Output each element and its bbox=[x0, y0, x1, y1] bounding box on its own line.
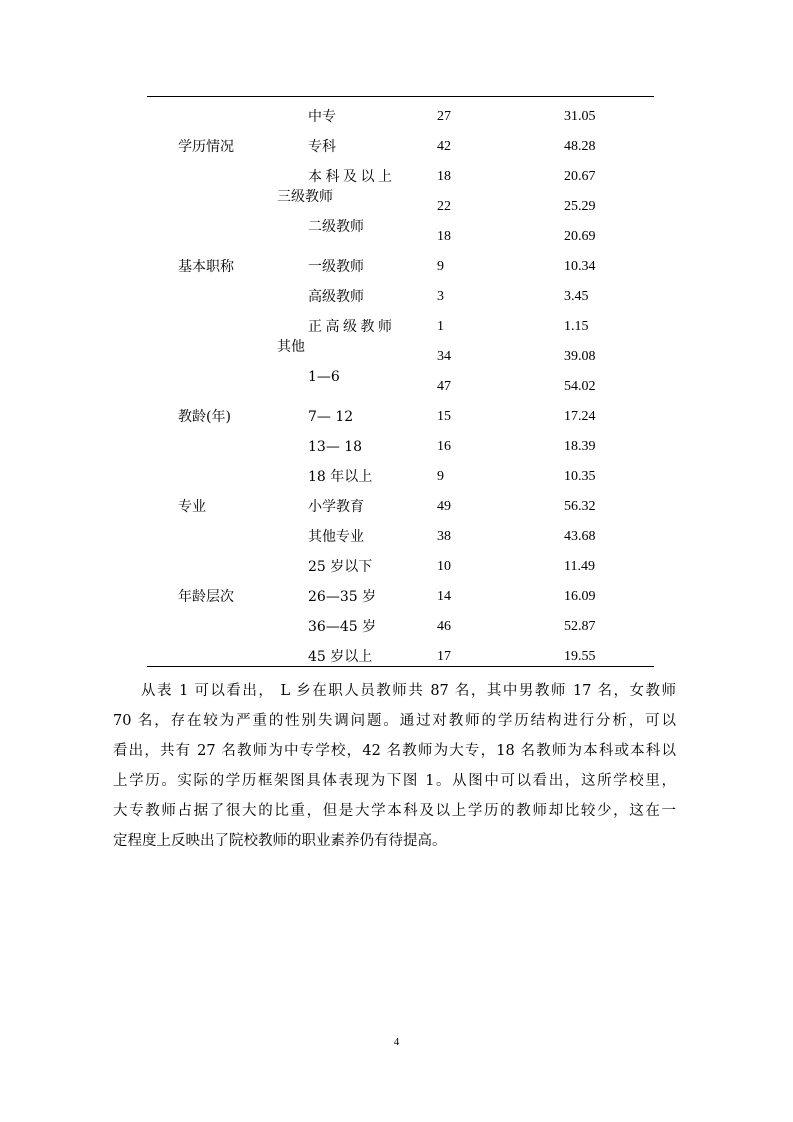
table-row-count: 34 bbox=[437, 349, 451, 364]
paragraph-line: 大专教师占据了很大的比重，但是大学本科及以上学历的教师却比较少，这在一 bbox=[113, 803, 676, 819]
table-row-sub: 一级教师 bbox=[308, 259, 364, 275]
group-label-major: 专业 bbox=[178, 499, 206, 515]
table-row-percent: 25.29 bbox=[564, 199, 596, 214]
table-row-count: 10 bbox=[437, 559, 451, 574]
table-row-sub: 36—45 岁 bbox=[308, 619, 377, 635]
table-row-percent: 39.08 bbox=[564, 349, 596, 364]
table-row-sub: 其他 bbox=[277, 339, 305, 355]
table-row-count: 14 bbox=[437, 589, 451, 604]
page-number: 4 bbox=[393, 1036, 400, 1048]
table-top-rule bbox=[147, 96, 654, 97]
table-row-percent: 31.05 bbox=[564, 109, 596, 124]
table-row-count: 47 bbox=[437, 379, 451, 394]
table-row-percent: 10.34 bbox=[564, 259, 596, 274]
table-row-percent: 52.87 bbox=[564, 619, 596, 634]
table-row-sub: 中专 bbox=[308, 109, 336, 125]
table-row-count: 38 bbox=[437, 529, 451, 544]
table-row-count: 9 bbox=[437, 469, 444, 484]
table-row-sub: 小学教育 bbox=[308, 499, 364, 515]
table-row-sub: 26—35 岁 bbox=[308, 589, 377, 605]
table-row-sub: 高级教师 bbox=[308, 289, 364, 305]
table-row-percent: 54.02 bbox=[564, 379, 596, 394]
group-label-education: 学历情况 bbox=[178, 139, 234, 155]
table-row-percent: 17.24 bbox=[564, 409, 596, 424]
paragraph-line: 从表 1 可以看出， L 乡在职人员教师共 87 名，其中男教师 17 名，女教师 bbox=[141, 683, 676, 699]
table-row-sub: 其他专业 bbox=[308, 529, 364, 545]
table-row-count: 9 bbox=[437, 259, 444, 274]
table-row-count: 15 bbox=[437, 409, 451, 424]
table-row-percent: 10.35 bbox=[564, 469, 596, 484]
table-row-sub: 13— 18 bbox=[308, 439, 363, 455]
table-bottom-rule bbox=[147, 666, 654, 667]
paragraph-line: 上学历。实际的学历框架图具体表现为下图 1。从图中可以看出，这所学校里， bbox=[113, 773, 676, 789]
table-row-sub: 45 岁以上 bbox=[308, 649, 373, 665]
table-row-count: 18 bbox=[437, 169, 451, 184]
body-paragraph bbox=[113, 676, 676, 856]
table-row-sub: 1—6 bbox=[308, 369, 340, 385]
table-row-count: 46 bbox=[437, 619, 451, 634]
table-row-count: 1 bbox=[437, 319, 444, 334]
table-row-sub: 18 年以上 bbox=[308, 469, 373, 485]
table-row-count: 22 bbox=[437, 199, 451, 214]
table-row-sub: 7— 12 bbox=[308, 409, 354, 425]
table-row-percent: 1.15 bbox=[564, 319, 589, 334]
table-row-count: 16 bbox=[437, 439, 451, 454]
table-row-sub: 专科 bbox=[308, 139, 336, 155]
table-row-count: 27 bbox=[437, 109, 451, 124]
table-row-percent: 20.69 bbox=[564, 229, 596, 244]
table-row-percent: 19.55 bbox=[564, 649, 596, 664]
paragraph-line: 70 名，存在较为严重的性别失调问题。通过对教师的学历结构进行分析，可以 bbox=[113, 713, 676, 729]
table-row-sub: 25 岁以下 bbox=[308, 559, 373, 575]
table-row-sub: 二级教师 bbox=[308, 219, 364, 235]
table-row-sub: 三级教师 bbox=[277, 189, 333, 205]
table-row-sub: 正高级教师 bbox=[308, 319, 396, 335]
table-row-count: 18 bbox=[437, 229, 451, 244]
table-row-percent: 3.45 bbox=[564, 289, 589, 304]
table-row-percent: 16.09 bbox=[564, 589, 596, 604]
group-label-age: 年龄层次 bbox=[178, 589, 234, 605]
table-row-percent: 20.67 bbox=[564, 169, 596, 184]
group-label-title: 基本职称 bbox=[178, 259, 234, 275]
table-row-percent: 18.39 bbox=[564, 439, 596, 454]
table-row-count: 17 bbox=[437, 649, 451, 664]
table-row-count: 42 bbox=[437, 139, 451, 154]
paragraph-line: 定程度上反映出了院校教师的职业素养仍有待提高。 bbox=[113, 833, 447, 849]
table-row-percent: 48.28 bbox=[564, 139, 596, 154]
group-label-teaching-years: 教龄(年) bbox=[178, 409, 231, 425]
table-row-percent: 11.49 bbox=[564, 559, 595, 574]
paragraph-line: 看出，共有 27 名教师为中专学校，42 名教师为大专，18 名教师为本科或本科以 bbox=[113, 743, 676, 759]
table-row-count: 3 bbox=[437, 289, 444, 304]
table-row-count: 49 bbox=[437, 499, 451, 514]
table-row-percent: 56.32 bbox=[564, 499, 596, 514]
table-row-percent: 43.68 bbox=[564, 529, 596, 544]
table-row-sub: 本科及以上 bbox=[308, 169, 396, 185]
